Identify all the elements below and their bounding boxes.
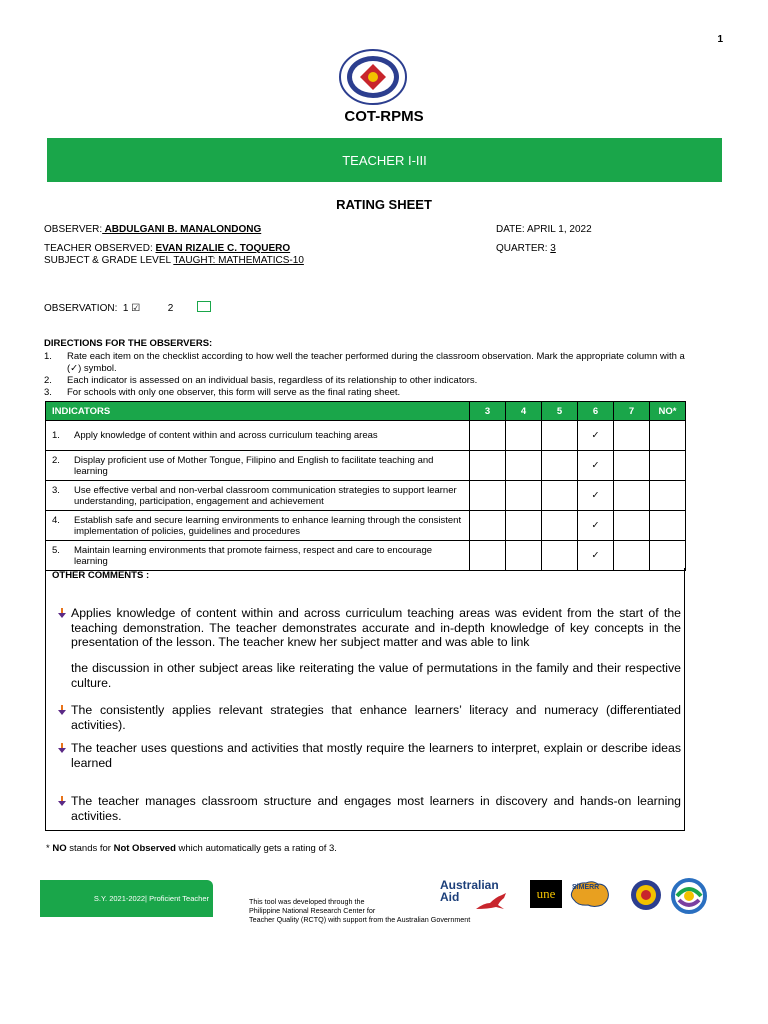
direction-number: 3. [44,387,52,398]
une-text: une [536,886,556,901]
indicator-text: Use effective verbal and non-verbal classroom communication strategies to support learner understanding, participation, engagement and achievement [74,484,457,507]
indicator-number: 3. [52,484,60,496]
tool-note-line: This tool was developed through the [249,897,365,906]
footnote-mid: stands for [66,843,114,854]
school-year-band [40,880,213,917]
quarter-value: 3 [550,243,556,254]
date-line [496,224,592,235]
comment-text: Applies knowledge of content within and across curriculum teaching areas was evident from the start of the teaching demonstration. The teacher demonstrates accurate and in-depth knowledge of key concepts in the presentation of the lesson. The teacher knew her subject matter and was able to link [71,606,681,650]
rating-cell-6[interactable] [578,541,614,571]
indicator-number: 1. [52,430,60,441]
table-row [46,451,686,481]
header-indicators: INDICATORS [46,402,470,421]
rating-cell-5[interactable] [542,451,578,481]
table-row [46,511,686,541]
comment-text: The consistently applies relevant strategies that enhance learners’ literacy and numeracy (differentiated activities). [71,703,681,732]
rating-cell-3[interactable] [470,511,506,541]
rating-cell-no[interactable] [650,481,686,511]
tool-note-line: Philippine National Research Center for [249,906,376,915]
indicator-cell [46,421,470,451]
rating-cell-no[interactable] [650,511,686,541]
teacher-name: EVAN RIZALIE C. TOQUERO [155,243,291,254]
subject-line [44,255,304,266]
observation-1-label: 1 [122,303,129,314]
footnote [46,843,337,854]
school-year-label: S.Y. 2021-2022| Proficient Teacher [93,894,209,903]
rating-cell-no[interactable] [650,421,686,451]
arrow-bullet-icon [56,742,68,754]
comment-text: The teacher manages classroom structure and engages most learners in discovery and hands-on learning activities. [71,794,681,823]
arrow-bullet-icon [56,795,68,807]
rating-cell-5[interactable] [542,481,578,511]
observer-label: OBSERVER: [44,224,103,235]
rating-cell-3[interactable] [470,421,506,451]
indicator-number: 4. [52,514,60,526]
deped-seal-logo [338,48,408,106]
indicator-text: Establish safe and secure learning environments to enhance learning through the consistent implementation of policies, guidelines and procedures [74,514,462,537]
directions-title: DIRECTIONS FOR THE OBSERVERS: [44,338,213,349]
table-row [46,421,686,451]
rating-cell-3[interactable] [470,541,506,571]
rating-cell-5[interactable] [542,541,578,571]
australia-map-icon [568,878,612,910]
rating-cell-3[interactable] [470,481,506,511]
rating-cell-3[interactable] [470,451,506,481]
indicator-number: 5. [52,544,60,556]
date-value: APRIL 1, 2022 [526,224,592,235]
tool-note [249,897,470,924]
check-mark-icon: ✓ [591,550,600,561]
tool-note-line: Teacher Quality (RCTQ) with support from the Australian Government [249,915,471,924]
table-header-row [46,402,686,421]
observer-name: ABDULGANI B. MANALONDONG [102,224,262,235]
indicator-number: 2. [52,454,60,466]
subject-label: SUBJECT & GRADE LEVEL [44,255,174,266]
page-number: 1 [717,34,723,45]
rating-cell-no[interactable] [650,451,686,481]
australian-aid-logo [440,879,514,911]
table-row [46,541,686,571]
indicator-cell [46,451,470,481]
indicator-text: Display proficient use of Mother Tongue, Filipino and English to facilitate teaching and learning [74,454,434,477]
rating-cell-5[interactable] [542,511,578,541]
check-mark-icon: ✓ [591,520,600,531]
rctq-logo [671,878,707,914]
check-mark-icon: ✓ [591,430,600,441]
check-mark-icon: ✓ [591,460,600,471]
rating-cell-4[interactable] [506,451,542,481]
rating-cell-7[interactable] [614,481,650,511]
observation-line [44,301,211,314]
agency-seal-logo [630,879,662,911]
australian-aid-text: Australian [440,878,499,892]
comment-text: The teacher uses questions and activities that mostly require the learners to interpret, explain or describe ideas learned [71,741,681,770]
une-logo [530,880,562,908]
observation-label: OBSERVATION: [44,303,118,314]
teacher-label: TEACHER OBSERVED: [44,243,156,254]
teacher-level-label: TEACHER I-III [342,152,427,168]
date-label: DATE: [496,224,525,235]
subject-value: TAUGHT: MATHEMATICS-10 [173,255,304,266]
check-mark-icon: ✓ [591,490,600,501]
direction-text: Rate each item on the checklist according to how well the teacher performed during the classroom observation. Mark the appropriate column with a (✓) symbol. [67,351,685,374]
rating-table [45,401,686,571]
rating-cell-7[interactable] [614,541,650,571]
observation-2-label: 2 [167,303,174,314]
quarter-line [496,243,556,254]
simerr-logo [568,878,612,910]
rating-cell-7[interactable] [614,421,650,451]
rating-cell-6[interactable] [578,481,614,511]
rating-cell-4[interactable] [506,511,542,541]
observer-line [44,224,261,235]
direction-text: Each indicator is assessed on an individual basis, regardless of its relationship to other indicators. [67,375,478,386]
header-rating-6: 6 [578,402,614,421]
observation-1-checkbox[interactable]: ☑ [131,303,141,314]
table-row [46,481,686,511]
indicator-cell [46,541,470,571]
direction-item [44,351,694,375]
rating-cell-4[interactable] [506,421,542,451]
rating-cell-6[interactable] [578,421,614,451]
header-rating-4: 4 [506,402,542,421]
kangaroo-icon [474,891,510,911]
footnote-prefix: * [46,843,53,854]
footnote-suffix: which automatically gets a rating of 3. [175,843,337,854]
header-rating-5: 5 [542,402,578,421]
indicator-text: Apply knowledge of content within and across curriculum teaching areas [74,430,378,441]
header-rating-3: 3 [470,402,506,421]
observation-2-checkbox[interactable] [197,301,211,312]
footnote-not-observed: Not Observed [113,843,176,854]
comments-title: OTHER COMMENTS : [52,570,150,581]
rating-cell-7[interactable] [614,451,650,481]
rating-cell-6[interactable] [578,511,614,541]
arrow-bullet-icon [56,704,68,716]
australian-aid-text: Aid [440,890,460,904]
direction-text: For schools with only one observer, this form will serve as the final rating sheet. [67,387,401,398]
footnote-no: NO [52,843,67,854]
indicator-cell [46,481,470,511]
teacher-line [44,243,290,254]
direction-number: 1. [44,351,52,362]
comment-text: the discussion in other subject areas like reiterating the value of permutations in the family and their respective culture. [71,661,681,690]
sheet-title: RATING SHEET [336,197,432,212]
page-title: COT-RPMS [344,108,424,125]
rating-cell-4[interactable] [506,541,542,571]
rating-cell-no[interactable] [650,541,686,571]
simerr-text: SiMERR [572,884,600,891]
teacher-level-band [47,138,722,182]
other-comments-box [45,568,685,831]
indicator-cell [46,511,470,541]
indicator-text: Maintain learning environments that promote fairness, respect and care to encourage learning [74,544,433,567]
quarter-label: QUARTER: [496,243,548,254]
direction-number: 2. [44,375,52,386]
header-not-observed: NO* [650,402,686,421]
rating-cell-5[interactable] [542,421,578,451]
header-rating-7: 7 [614,402,650,421]
rating-cell-7[interactable] [614,511,650,541]
rating-cell-6[interactable] [578,451,614,481]
rating-cell-4[interactable] [506,481,542,511]
arrow-bullet-icon [56,607,68,619]
